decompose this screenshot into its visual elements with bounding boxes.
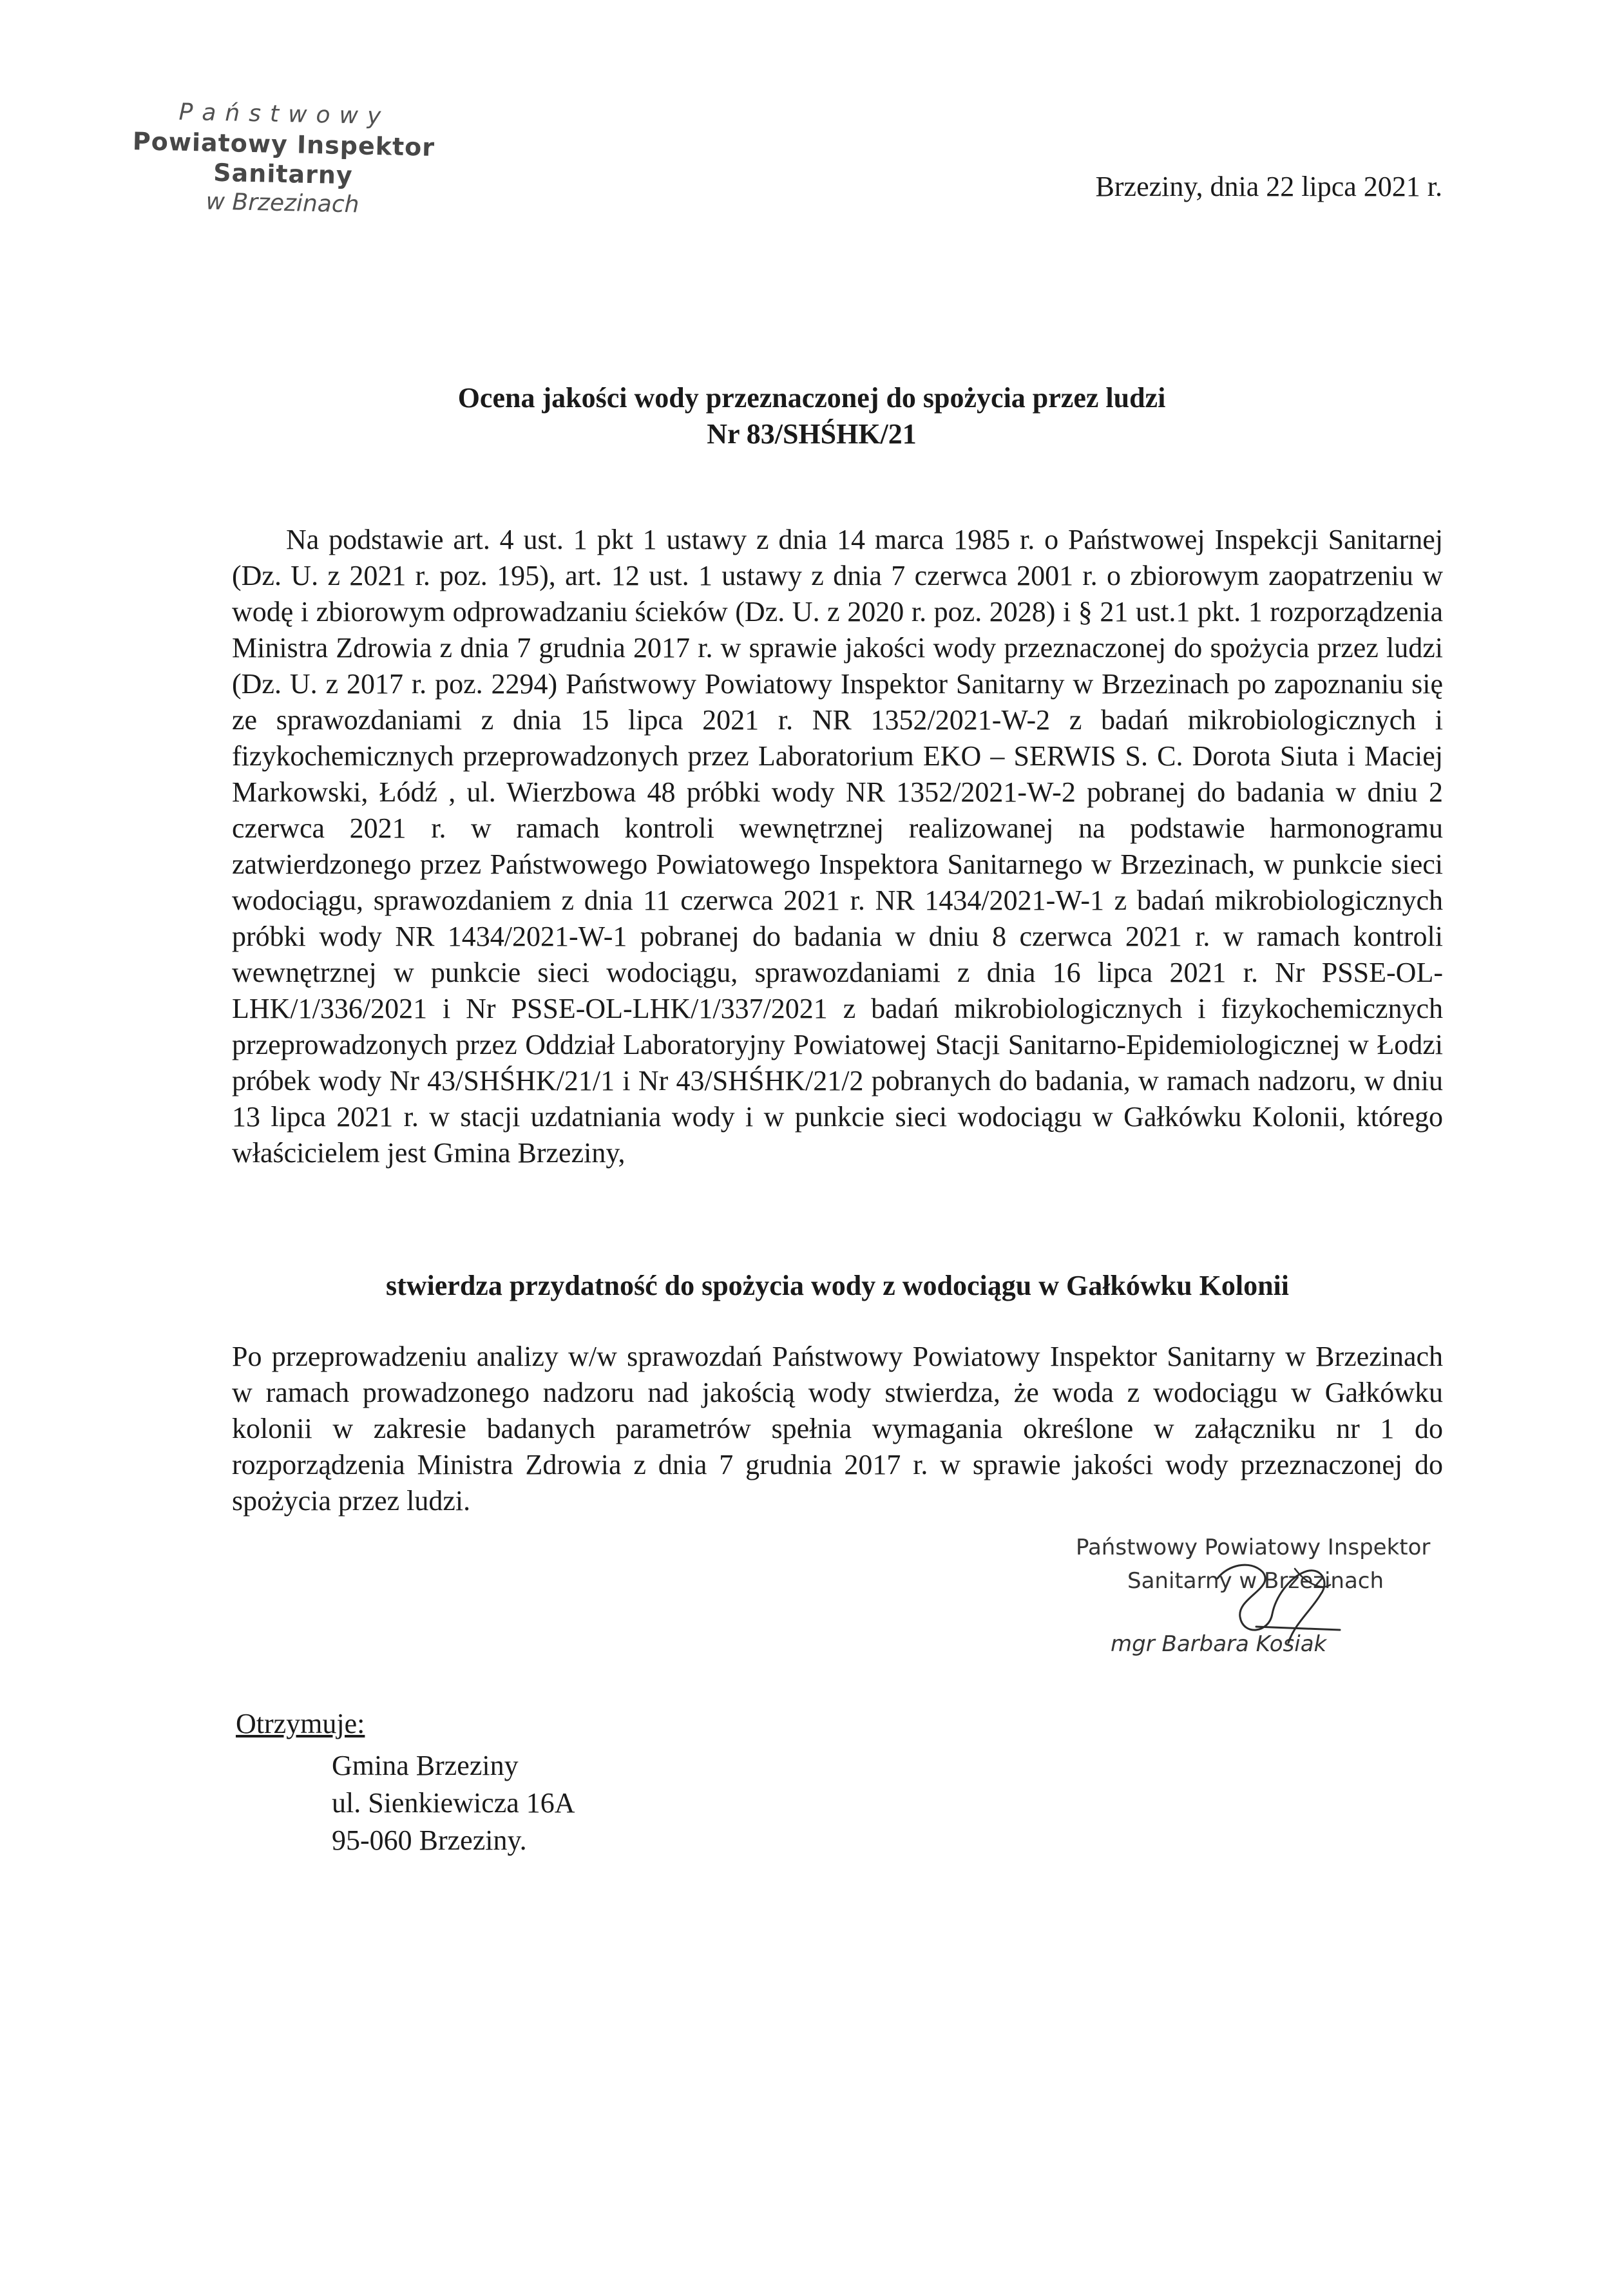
document-number: Nr 83/SHŚHK/21 — [707, 418, 917, 450]
document-title — [232, 380, 1391, 452]
stamp-line-1: Państwowy — [178, 99, 390, 130]
date-line: Brzeziny, dnia 22 lipca 2021 r. — [1095, 171, 1442, 202]
signature-name: mgr Barbara Kosiak — [1111, 1631, 1327, 1657]
signature-line-1: Państwowy Powiatowy Inspektor — [1076, 1535, 1431, 1560]
decision-heading: stwierdza przydatność do spożycia wody z wodociągu w Gałkówku Kolonii — [386, 1270, 1289, 1301]
recipient-address — [332, 1747, 575, 1859]
body-paragraph-1: Na podstawie art. 4 ust. 1 pkt 1 ustawy z dnia 14 marca 1985 r. o Państwowej Inspekcji Sanitarnej (Dz. U. z 2021 r. poz. 195), art. 12 ust. 1 ustawy z dnia 7 czerwca 2001 r. o zbiorowym zaopatrzeniu w wodę i zbiorowym odprowadzaniu ścieków (Dz. U. z 2020 r. poz. 2028) i § 21 ust.1 pkt. 1 rozporządzenia Ministra Zdrowia z dnia 7 grudnia 2017 r. w sprawie jakości wody przeznaczonej do spożycia przez ludzi (Dz. U. z 2017 r. poz. 2294) Państwowy Powiatowy Inspektor Sanitarny w Brzezinach po zapoznaniu się ze sprawozdaniami z dnia 15 lipca 2021 r. NR 1352/2021-W-2 z badań mikrobiologicznych i fizykochemicznych przeprowadzonych przez Laboratorium EKO – SERWIS S. C. Dorota Siuta i Maciej Markowski, Łódź , ul. Wierzbowa 48 próbki wody NR 1352/2021-W-2 pobranej do badania w dniu 2 czerwca 2021 r. w ramach kontroli wewnętrznej realizowanej na podstawie harmonogramu zatwierdzonego przez Państwowego Powiatowego Inspektora Sanitarnego w Brzezinach, w punkcie sieci wodociągu, sprawozdaniem z dnia 11 czerwca 2021 r. NR 1434/2021-W-1 z badań mikrobiologicznych próbki wody NR 1434/2021-W-1 pobranej do badania w dniu 8 czerwca 2021 r. w ramach kontroli wewnętrznej w punkcie sieci wodociągu, sprawozdaniami z dnia 16 lipca 2021 r. Nr PSSE-OL-LHK/1/336/2021 i Nr PSSE-OL-LHK/1/337/2021 z badań mikrobiologicznych i fizykochemicznych przeprowadzonych przez Oddział Laboratoryjny Powiatowej Stacji Sanitarno-Epidemiologicznej w Łodzi próbek wody Nr 43/SHŚHK/21/1 i Nr 43/SHŚHK/21/2 pobranych do badania, w ramach nadzoru, w dniu 13 lipca 2021 r. w stacji uzdatniania wody i w punkcie sieci wodociągu w Gałkówku Kolonii, którego właścicielem jest Gmina Brzeziny, — [232, 524, 1443, 1169]
stamp-line-3: w Brzezinach — [205, 188, 359, 218]
recipient-line-1: Gmina Brzeziny — [332, 1750, 519, 1781]
title-line-1: Ocena jakości wody przeznaczonej do spożycia przez ludzi — [457, 382, 1166, 414]
office-stamp — [76, 95, 491, 222]
stamp-line-2: Powiatowy Inspektor Sanitarny — [132, 127, 435, 190]
recipient-line-3: 95-060 Brzeziny. — [332, 1824, 527, 1856]
signature-block — [1063, 1533, 1449, 1675]
signature-line-2: Sanitarny w Brzezinach — [1127, 1568, 1384, 1594]
recipients-label: Otrzymuje: — [236, 1708, 365, 1739]
handwritten-signature-icon — [1192, 1553, 1359, 1649]
body-paragraph-2: Po przeprowadzeniu analizy w/w sprawozdań Państwowy Powiatowy Inspektor Sanitarny w Brzezinach w ramach prowadzonego nadzoru nad jakością wody stwierdza, że woda z wodociągu w Gałkówku kolonii w zakresie badanych parametrów spełnia wymagania określone w załączniku nr 1 do rozporządzenia Ministra Zdrowia z dnia 7 grudnia 2017 r. w sprawie jakości wody przeznaczonej do spożycia przez ludzi. — [232, 1341, 1443, 1517]
recipient-line-2: ul. Sienkiewicza 16A — [332, 1787, 575, 1819]
